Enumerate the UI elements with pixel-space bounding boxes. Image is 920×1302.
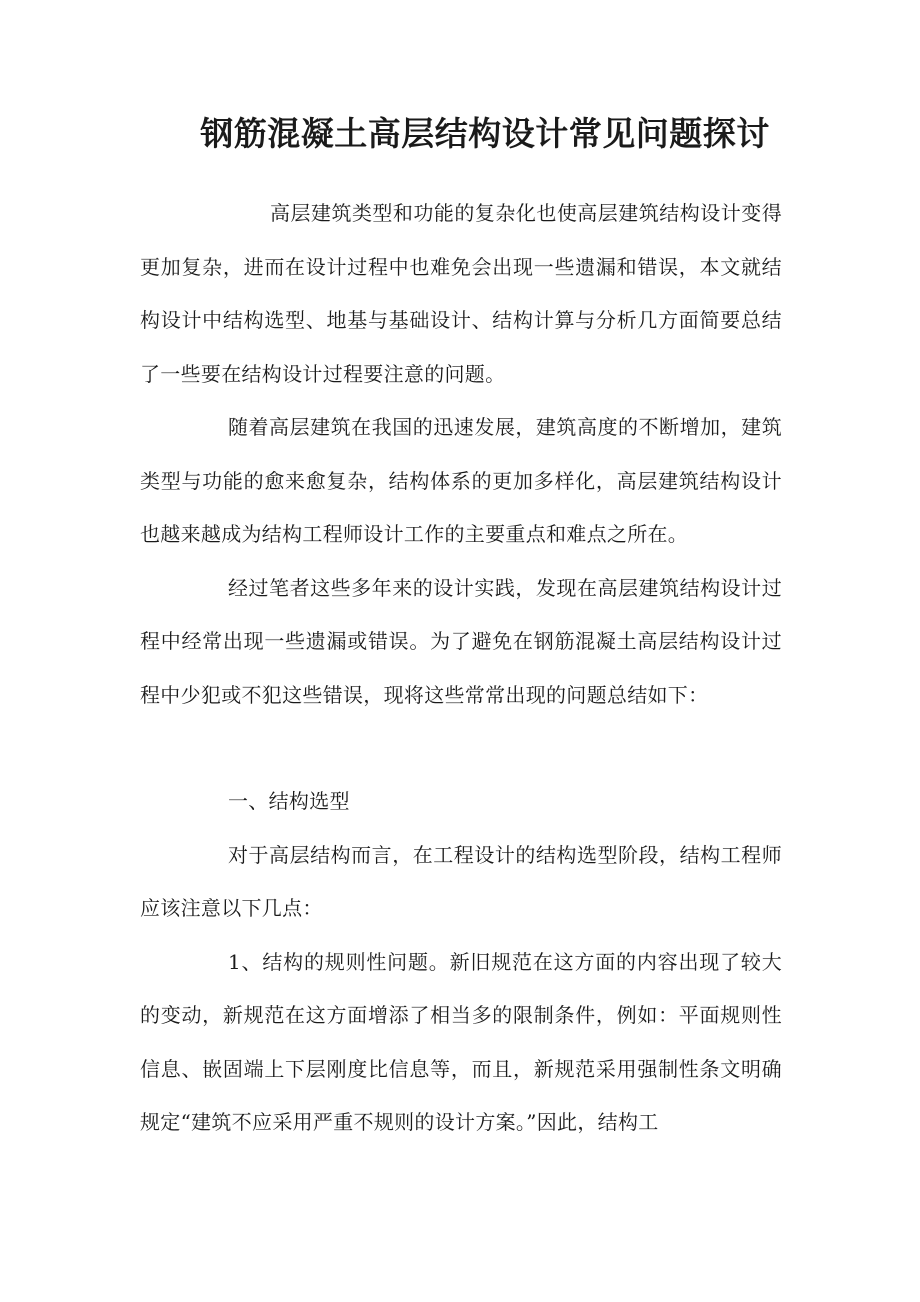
paragraph-regularity: 1、结构的规则性问题。新旧规范在这方面的内容出现了较大的变动，新规范在这方面增添了相当多的限制条件，例如：平面规则性信息、嵌固端上下层刚度比信息等，而且，新规范采用强制性条文明确规定“建筑不应采用严重不规则的设计方案。”因此，结构工 [140,949,782,1134]
blank-line [140,722,782,775]
paragraph-abstract: 高层建筑类型和功能的复杂化也使高层建筑结构设计变得更加复杂，进而在设计过程中也难免会出现一些遗漏和错误，本文就结构设计中结构选型、地基与基础设计、结构计算与分析几方面简要总结了一些要在结构设计过程要注意的问题。 [140,201,782,386]
paragraph-section-intro: 对于高层结构而言，在工程设计的结构选型阶段，结构工程师应该注意以下几点： [140,842,782,920]
document-title: 钢筋混凝土高层结构设计常见问题探讨 [200,114,770,153]
section-heading: 一、结构选型 [228,789,350,813]
paragraph-background: 随着高层建筑在我国的迅速发展，建筑高度的不断增加，建筑类型与功能的愈来愈复杂，结构体系的更加多样化，高层建筑结构设计也越来越成为结构工程师设计工作的主要重点和难点之所在。 [140,415,782,546]
document-body [140,187,782,1150]
paragraph-purpose: 经过笔者这些多年来的设计实践，发现在高层建筑结构设计过程中经常出现一些遗漏或错误。为了避免在钢筋混凝土高层结构设计过程中少犯或不犯这些错误，现将这些常常出现的问题总结如下： [140,575,782,707]
